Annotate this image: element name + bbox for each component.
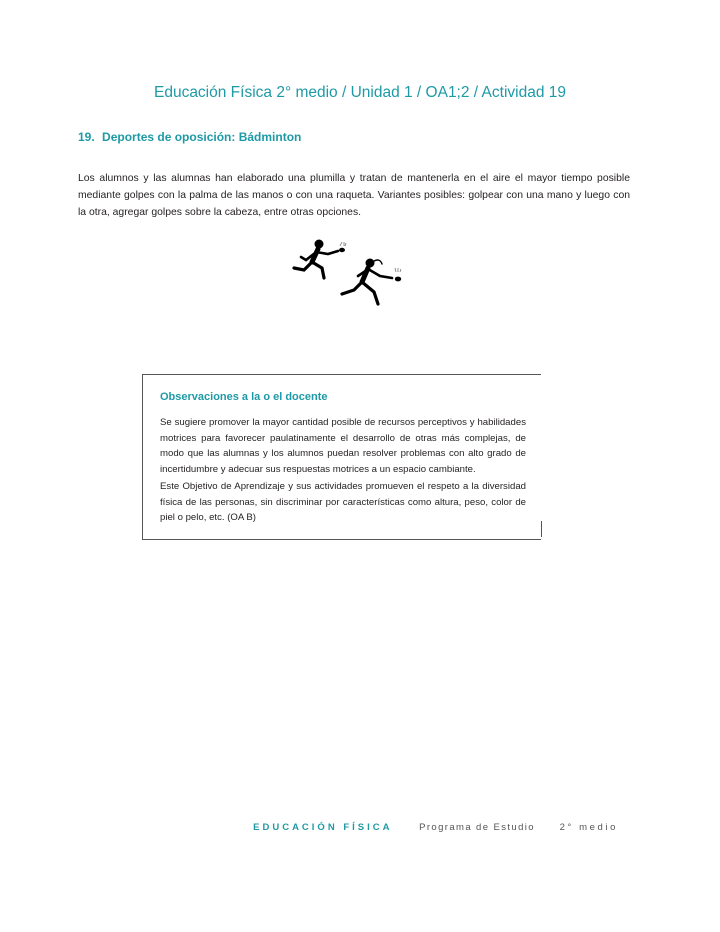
note-paragraph-1: Se sugiere promover la mayor cantidad posible de recursos perceptivos y habilidades motrices para favorecer paulatinamente el desarrollo de otras más complejas, de modo que las alumnas y los alumnos puedan resolver problemas con alto grado de incertidumbre y adecuar sus respuestas motrices a un espacio cambiante. bbox=[160, 417, 526, 475]
footer-program: Programa de Estudio bbox=[419, 822, 535, 833]
activity-number: 19. bbox=[78, 130, 95, 144]
footer-grade: 2° medio bbox=[559, 822, 618, 833]
shuttlecock-icon-2 bbox=[395, 268, 401, 272]
activity-heading bbox=[78, 130, 301, 144]
badminton-players-illustration bbox=[288, 238, 414, 310]
player-two-icon bbox=[342, 259, 401, 305]
footer-subject: EDUCACIÓN FÍSICA bbox=[253, 822, 393, 833]
player-one-icon bbox=[294, 240, 345, 279]
activity-name: Deportes de oposición: Bádminton bbox=[102, 130, 302, 144]
activity-description: Los alumnos y las alumnas han elaborado una plumilla y tratan de mantenerla en el aire el mayor tiempo posible mediante golpes con la palma de las manos o con una raqueta. Variantes posibles: golpear con una mano y luego con la otra, agregar golpes sobre la cabeza, entre otras opciones. bbox=[78, 173, 630, 218]
page-footer bbox=[253, 822, 618, 833]
teacher-notes-box bbox=[142, 374, 541, 540]
shuttlecock-icon bbox=[340, 242, 346, 246]
note-paragraph-2: Este Objetivo de Aprendizaje y sus actividades promueven el respeto a la diversidad física de las personas, sin discriminar por características como altura, peso, color de piel o pelo, etc. (OA B) bbox=[160, 481, 526, 523]
box-corner-mark bbox=[541, 521, 542, 537]
note-title: Observaciones a la o el docente bbox=[160, 391, 328, 403]
page-title: Educación Física 2° medio / Unidad 1 / OA1;2 / Actividad 19 bbox=[153, 84, 566, 101]
